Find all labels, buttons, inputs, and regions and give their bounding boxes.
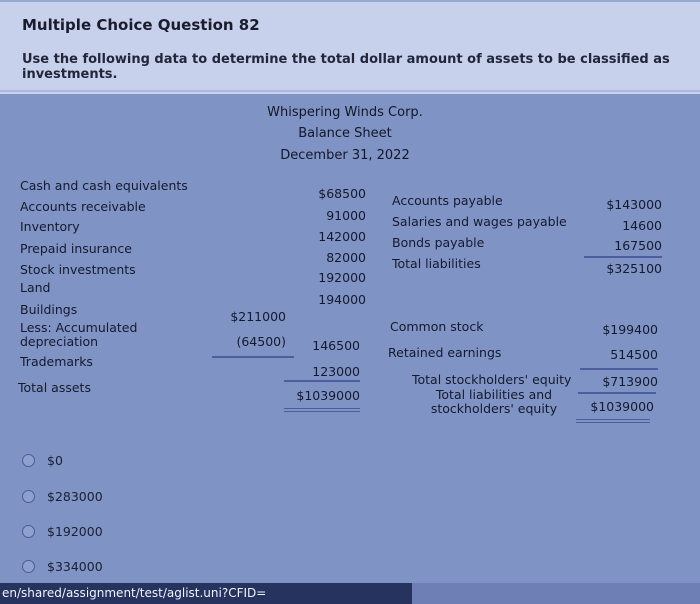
radio-icon[interactable] [22,490,35,503]
stock-investments-label: Stock investments [20,262,136,277]
cash-label: Cash and cash equivalents [20,178,188,193]
option-label: $334000 [47,558,103,574]
question-instruction: Use the following data to determine the total dollar amount of assets to be classified as investments. [22,52,670,82]
total-liabilities-value: $325100 [606,261,662,276]
ar-value: 91000 [326,208,366,223]
status-bar [0,583,700,604]
common-stock-label: Common stock [390,319,484,334]
salaries-payable-value: 14600 [622,218,662,233]
option-2[interactable] [22,521,103,541]
total-liabilities-label: Total liabilities [392,256,481,271]
total-assets-value: $1039000 [296,388,360,403]
common-stock-value: $199400 [602,322,658,337]
cash-value: $68500 [318,186,366,201]
retained-earnings-label: Retained earnings [388,345,502,360]
retained-earnings-value: 514500 [610,347,658,362]
total-equity-underline [578,392,656,394]
question-header [0,0,700,94]
subtotal-underline [212,356,294,358]
option-0[interactable] [22,450,63,470]
accounts-payable-label: Accounts payable [392,193,503,208]
stock-investments-value: 192000 [318,270,366,285]
bonds-payable-value: 167500 [614,238,662,253]
buildings-label: Buildings [20,302,78,317]
radio-icon[interactable] [22,560,35,573]
radio-icon[interactable] [22,454,35,467]
salaries-payable-label: Salaries and wages payable [392,214,567,229]
prepaid-value: 82000 [326,250,366,265]
total-equity-value: $713900 [602,374,658,389]
statement-date: December 31, 2022 [280,148,410,163]
total-liabilities-equity-value: $1039000 [590,399,654,414]
assets-underline [284,380,360,382]
bonds-payable-label: Bonds payable [392,235,485,250]
option-1[interactable] [22,486,103,506]
statement-name: Balance Sheet [298,126,392,141]
option-label: $192000 [47,523,103,539]
ar-label: Accounts receivable [20,199,146,214]
net-buildings-value: 146500 [312,338,360,353]
total-assets-double-underline [284,408,360,412]
liabilities-underline [584,256,662,258]
inventory-value: 142000 [318,229,366,244]
trademarks-value: 123000 [312,364,360,379]
inventory-label: Inventory [20,219,80,234]
equity-underline [580,368,658,370]
accumulated-depreciation-label: Less: Accumulated depreciation [20,320,138,349]
company-name: Whispering Winds Corp. [267,105,423,120]
divider [0,90,700,92]
option-label: $283000 [47,488,103,504]
buildings-value: $211000 [230,309,286,324]
land-label: Land [20,280,51,295]
total-assets-label: Total assets [18,380,91,395]
total-equity-label: Total stockholders' equity [412,372,572,387]
accumulated-depreciation-value: (64500) [236,334,286,349]
option-label: $0 [47,452,63,468]
trademarks-label: Trademarks [20,354,93,369]
total-le-double-underline [576,419,650,423]
prepaid-label: Prepaid insurance [20,241,132,256]
option-3[interactable] [22,556,103,576]
question-title: Multiple Choice Question 82 [22,16,260,34]
accounts-payable-value: $143000 [606,197,662,212]
land-value: 194000 [318,292,366,307]
radio-icon[interactable] [22,525,35,538]
total-liabilities-equity-label: Total liabilities and stockholders' equity [430,387,558,416]
status-url: en/shared/assignment/test/aglist.uni?CFID= [0,583,412,604]
